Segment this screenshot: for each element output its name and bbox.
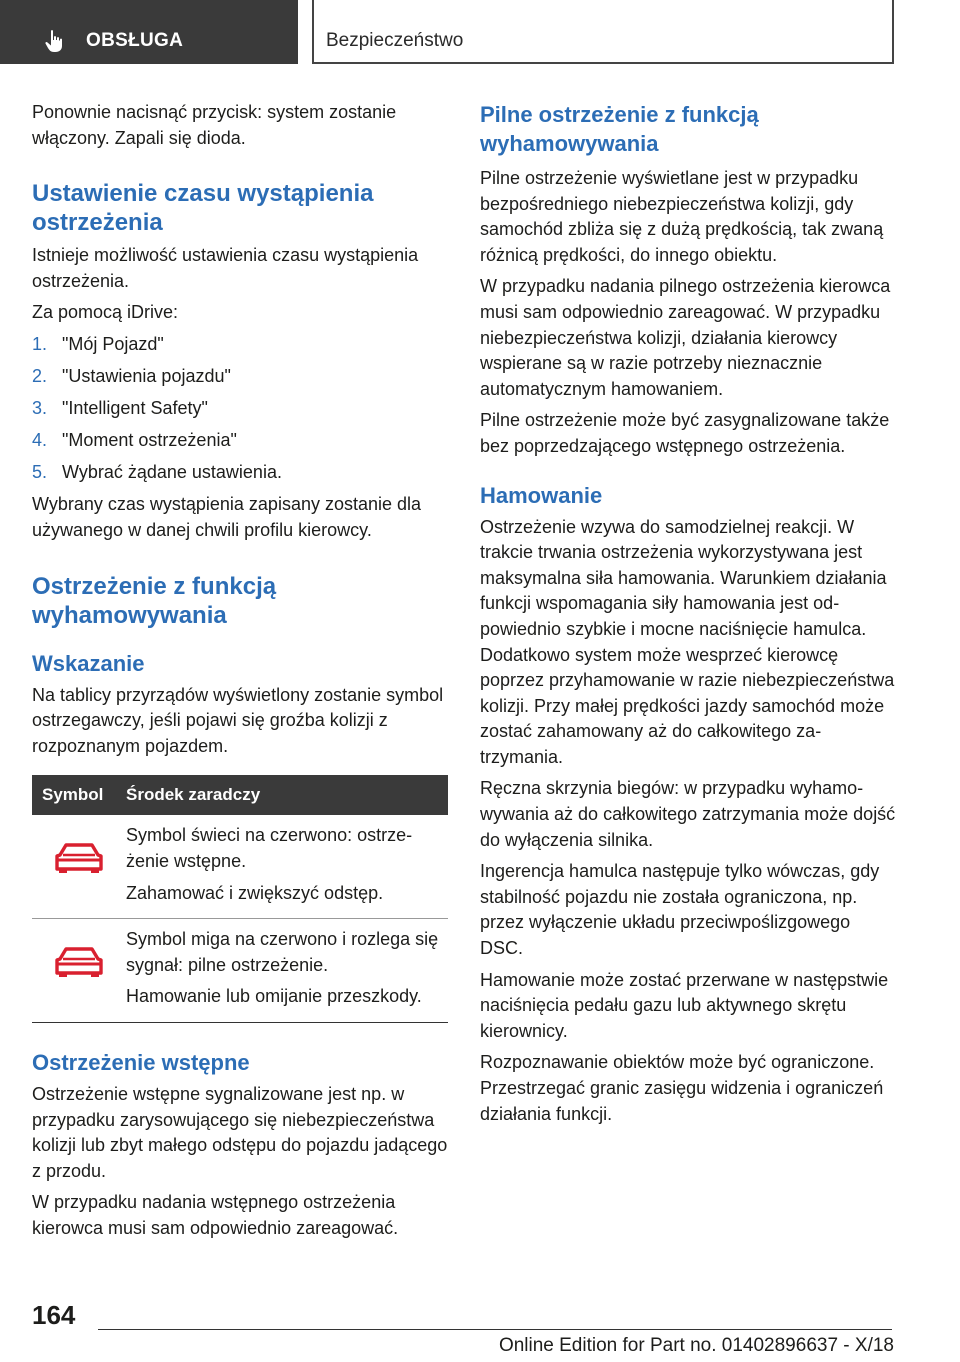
- prewarning-paragraph-1: Ostrzeżenie wstępne sygnalizowane jest np. w przypadku zarysowującego się niebezpieczeństwa kolizji lub zbyt małego odstępu do pojazdu jadącego z przodu.: [32, 1083, 448, 1181]
- column-header-symbol: Symbol: [42, 785, 104, 805]
- column-header-action: Środek zaradczy: [126, 785, 261, 805]
- page-number: 164: [32, 1300, 76, 1330]
- step-text: Wybrać żądane ustawienia.: [62, 462, 282, 483]
- braking-paragraph-1: Ostrzeżenie wzywa do samodzielnej reakcji. W trakcie trwania ostrzeżenia wykorzystywana jest maksymalna siła hamowania. Warunkiem działania funkcji wspomagania siły hamowania jest odpowiednio szybkie i mocne naciśnięcie hamulca. Dodatkowo system może wesprzeć kierowcę poprzez przyhamowanie w razie niebezpieczeństwa kolizji. Przy małej prędkości jazdy samochód może zostać zahamowany aż do całkowitego zatrzymania.: [480, 516, 895, 767]
- step-number: 3.: [32, 398, 48, 419]
- list-item: [32, 364, 448, 390]
- braking-paragraph-2: Ręczna skrzynia biegów: w przypadku wyhamowywania aż do całkowitego zatrzymania może dojść do wyłączenia silnika.: [480, 778, 896, 850]
- timing-paragraph-3: Wybrany czas wystąpienia zapisany zostanie dla używanego w danej chwili profilu kierowcy.: [32, 494, 422, 541]
- intro-paragraph: Ponownie nacisnąć przycisk: system zostanie włączony. Zapali się dioda.: [32, 102, 397, 148]
- heading-braking-warning: Ostrzeżenie z funkcją wyhamowywania: [32, 572, 277, 629]
- chapter-label: OBSŁUGA: [86, 30, 184, 51]
- heading-indicator: Wskazanie: [32, 650, 145, 676]
- left-column: [32, 100, 448, 1248]
- row-description: Symbol świeci na czerwono: ostrzeżenie wstępne.: [126, 825, 413, 871]
- list-item: [32, 332, 448, 358]
- heading-warning-timing: Ustawienie czasu wystąpienia ostrzeżenia: [32, 180, 374, 237]
- list-item: [32, 428, 448, 454]
- timing-paragraph-1: Istnieje możliwość ustawienia czasu wystąpienia ostrzeżenia.: [32, 245, 419, 291]
- symbol-cell: [32, 823, 126, 912]
- step-number: 5.: [32, 462, 48, 483]
- table-row: [32, 815, 448, 918]
- list-item: [32, 396, 448, 422]
- urgent-paragraph-2: W przypadku nadania pilnego ostrzeżenia kierowca musi sam odpowiednio zareagować. W przypadku niebezpieczeństwa kolizji, działania kierowcy wspierane są w razie potrzeby nieznacznie automatycznym hamowaniem.: [480, 276, 891, 399]
- table-row: [32, 918, 448, 1022]
- right-column: [480, 100, 898, 1133]
- table-header: [32, 775, 448, 815]
- prewarning-paragraph-2: W przypadku nadania wstępnego ostrzeżenia kierowca musi sam odpowiednio zareagować.: [32, 1192, 399, 1238]
- chapter-tab: [0, 0, 298, 64]
- step-number: 4.: [32, 430, 48, 451]
- row-action: Zahamować i zwiększyć odstęp.: [126, 882, 384, 903]
- hand-pointer-icon: [42, 28, 68, 54]
- list-item: [32, 460, 448, 486]
- braking-paragraph-5: Rozpoznawanie obiektów może być ograniczone. Przestrzegać granic zasięgu widzenia i ograniczeń działania funkcji.: [480, 1052, 884, 1124]
- footer-divider: [98, 1329, 892, 1330]
- action-cell: [126, 927, 448, 1016]
- step-text: "Ustawienia pojazdu": [62, 366, 231, 387]
- heading-urgent-warning: Pilne ostrzeżenie z funkcją wyhamowywania: [480, 102, 759, 156]
- heading-prewarning: Ostrzeżenie wstępne: [32, 1049, 250, 1075]
- section-title: Bezpieczeństwo: [326, 30, 464, 51]
- step-number: 2.: [32, 366, 48, 387]
- step-number: 1.: [32, 333, 48, 354]
- braking-paragraph-4: Hamowanie może zostać przerwane w następstwie naciśnięcia pedału gazu lub aktywnego skrętu kierownicy.: [480, 969, 889, 1041]
- car-warning-icon: [54, 841, 104, 875]
- step-text: "Mój Pojazd": [62, 333, 164, 354]
- section-header: [312, 0, 894, 64]
- symbol-cell: [32, 927, 126, 1016]
- timing-paragraph-2: Za pomocą iDrive:: [32, 302, 179, 323]
- idrive-steps-list: [32, 332, 448, 486]
- row-description: Symbol miga na czerwono i rozlega się sygnał: pilne ostrzeżenie.: [126, 929, 439, 975]
- car-warning-icon: [54, 945, 104, 979]
- step-text: "Moment ostrzeżenia": [62, 430, 237, 451]
- action-cell: [126, 823, 448, 912]
- urgent-paragraph-1: Pilne ostrzeżenie wyświetlane jest w przypadku bezpośredniego niebezpieczeństwa kolizji, gdy samochód zbliża się z dużą prędkością, tak zwaną różnicą prędkości, do innego obiektu.: [480, 168, 884, 265]
- urgent-paragraph-3: Pilne ostrzeżenie może być zasygnalizowane także bez poprzedzającego wstępnego ostrzeżenia.: [480, 410, 890, 456]
- symbol-table: [32, 775, 448, 1023]
- header-separator: [298, 0, 312, 64]
- step-text: "Intelligent Safety": [62, 398, 208, 419]
- edition-note: Online Edition for Part no. 01402896637 - X/18: [498, 1335, 894, 1356]
- heading-braking: Hamowanie: [480, 482, 603, 508]
- row-action: Hamowanie lub omijanie przeszkody.: [126, 986, 422, 1007]
- indicator-paragraph: Na tablicy przyrządów wyświetlony zostanie symbol ostrzegawczy, jeśli pojawi się groźba kolizji z rozpoznanym pojazdem.: [32, 684, 444, 756]
- braking-paragraph-3: Ingerencja hamulca następuje tylko wówczas, gdy stabilność pojazdu nie została ograniczona, np. przez wyłączenie układu przeciwpoślizgowego DSC.: [480, 861, 880, 959]
